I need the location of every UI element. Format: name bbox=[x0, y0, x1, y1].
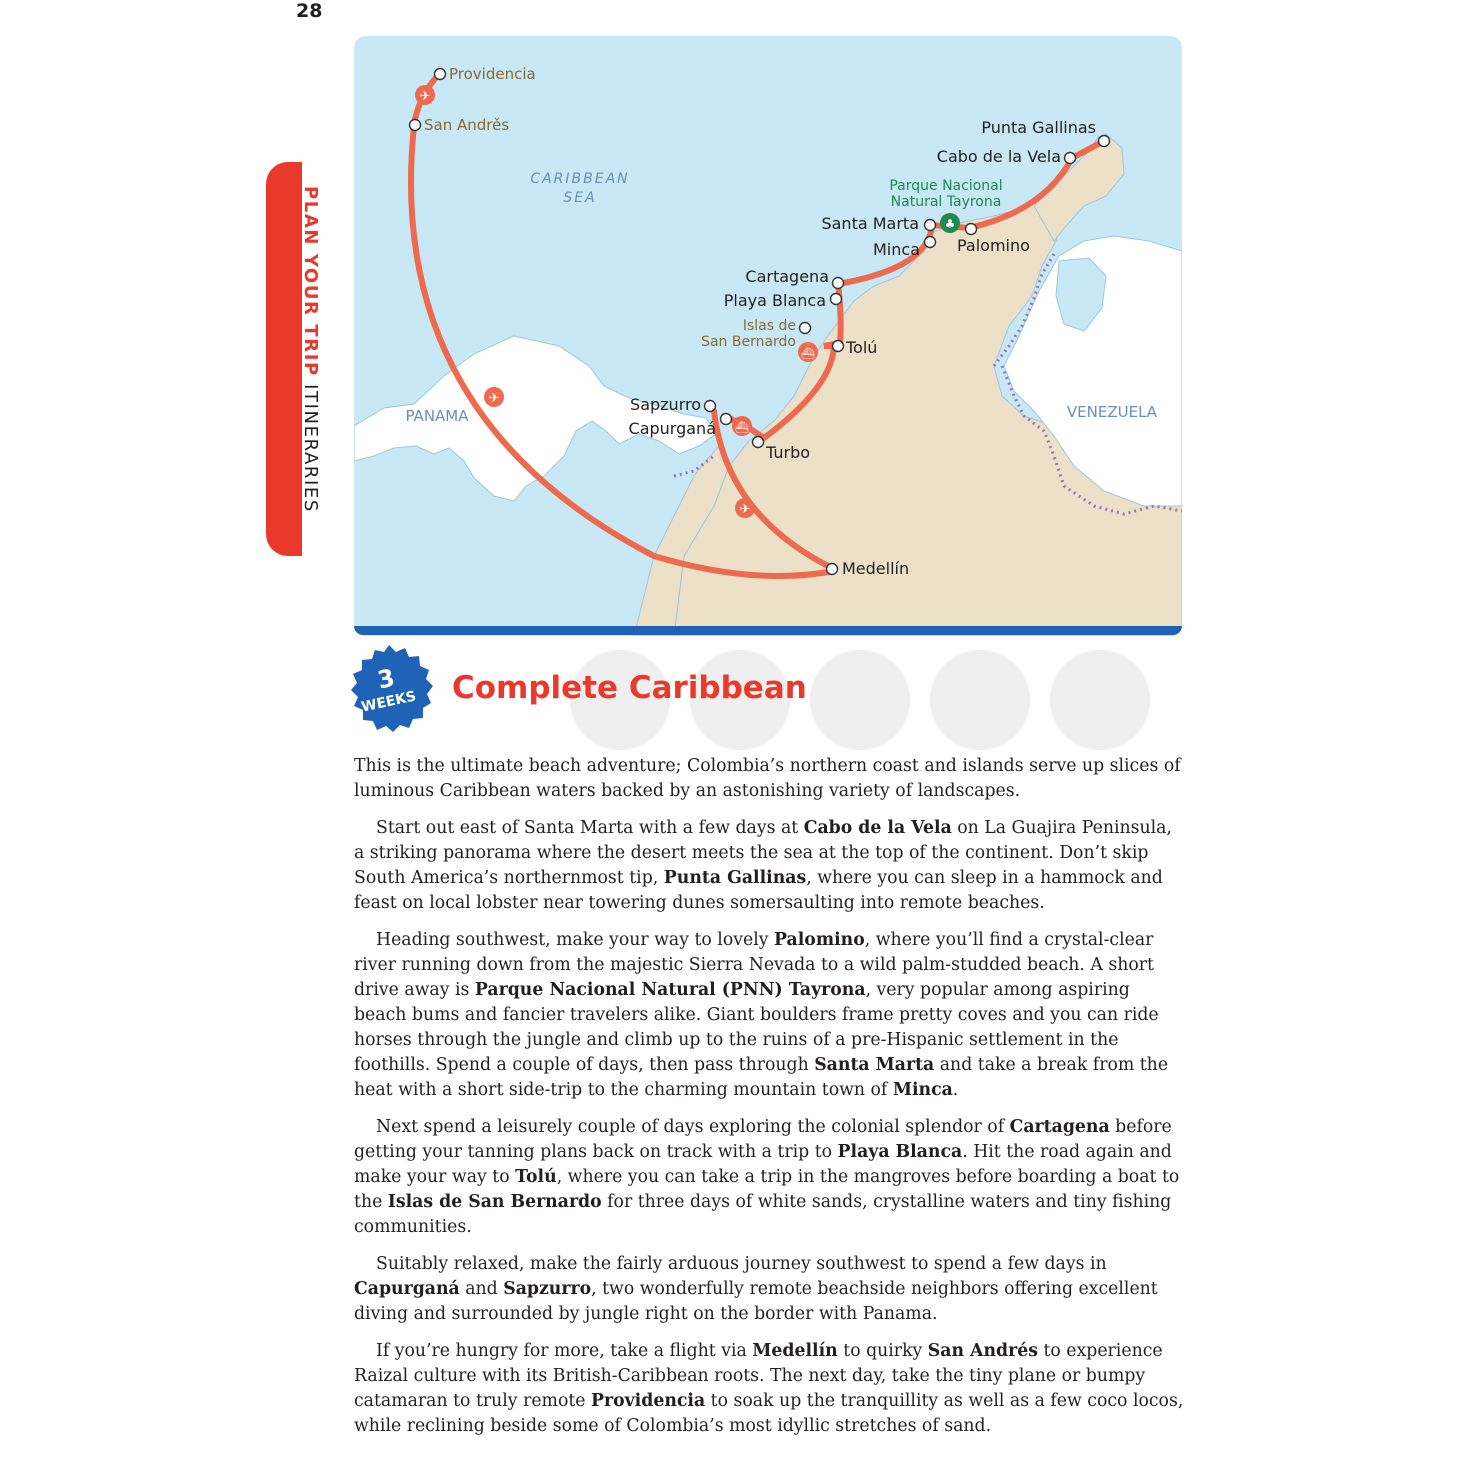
waypoint-santa-marta bbox=[925, 220, 936, 231]
waypoint-punta-gallinas bbox=[1099, 136, 1110, 147]
svg-text:⛴: ⛴ bbox=[801, 347, 815, 360]
sea-label-line2: SEA bbox=[563, 190, 597, 206]
waypoint-playa-blanca bbox=[831, 294, 842, 305]
text-run: , where you can take a trip in the mangroves before boarding a boat to the bbox=[354, 1167, 1180, 1212]
waypoint-medellin bbox=[827, 564, 838, 575]
place-highlight: Sapzurro bbox=[503, 1279, 592, 1299]
itinerary-heading: Complete Caribbean bbox=[452, 670, 807, 706]
waypoint-palomino bbox=[966, 224, 977, 235]
waypoint-islas-de-san-bernardo bbox=[800, 323, 811, 334]
place-highlight: Parque Nacional Natural (PNN) Tayrona bbox=[474, 980, 866, 1000]
place-highlight: Capurganá bbox=[354, 1279, 460, 1299]
text-run: to quirky bbox=[837, 1341, 928, 1361]
text-run: , where you can sleep in a hammock and feast on local lobster near towering dunes somersaulting into remote beaches. bbox=[354, 868, 1163, 913]
place-label-playa-blanca: Playa Blanca bbox=[723, 291, 826, 310]
place-label-punta-gallinas: Punta Gallinas bbox=[981, 118, 1096, 137]
waypoint-providencia bbox=[435, 69, 446, 80]
text-run: , two wonderfully remote beachside neighbors offering excellent diving and surrounded by jungle right on the border with Panama. bbox=[354, 1279, 1158, 1324]
place-highlight: Punta Gallinas bbox=[663, 868, 807, 888]
itinerary-body bbox=[354, 754, 1184, 1451]
place-label-capurgana: Capurganá bbox=[628, 419, 716, 438]
section-label bbox=[300, 186, 321, 513]
waypoint-capurgana bbox=[721, 414, 732, 425]
text-run: Start out east of Santa Marta with a few days at bbox=[376, 818, 804, 838]
svg-text:✈: ✈ bbox=[419, 89, 431, 104]
waypoint-minca bbox=[925, 237, 936, 248]
svg-text:⛴: ⛴ bbox=[735, 421, 749, 434]
paragraph-intro: This is the ultimate beach adventure; Colombia’s northern coast and islands serve up slices of luminous Caribbean waters backed by an astonishing variety of landscapes. bbox=[354, 756, 1181, 801]
duration-badge bbox=[343, 643, 435, 735]
waypoint-cabo-de-la-vela bbox=[1065, 153, 1076, 164]
badge-unit: WEEKS bbox=[359, 688, 418, 716]
plane-icon bbox=[484, 387, 504, 407]
svg-text:✈: ✈ bbox=[739, 502, 751, 517]
country-label-venezuela: VENEZUELA bbox=[1066, 403, 1158, 421]
text-run: Heading southwest, make your way to lovely bbox=[376, 930, 775, 950]
place-highlight: Palomino bbox=[774, 930, 865, 950]
place-highlight: Medellín bbox=[752, 1341, 838, 1361]
place-highlight: Santa Marta bbox=[814, 1055, 935, 1075]
text-run: , where you’ll find a crystal-clear river running down from the majestic Sierra Nevada to a wild palm-studded beach. A short drive away is bbox=[354, 930, 1154, 1000]
place-highlight: Islas de San Bernardo bbox=[387, 1192, 602, 1212]
plane-icon bbox=[415, 85, 435, 105]
route-map bbox=[354, 36, 1182, 636]
waypoint-sapzurro bbox=[705, 401, 716, 412]
sea-label-line1: CARIBBEAN bbox=[530, 171, 630, 187]
subsection-title: ITINERARIES bbox=[300, 384, 321, 513]
place-label-palomino: Palomino bbox=[957, 236, 1030, 255]
park-label-line2: Natural Tayrona bbox=[890, 194, 1002, 210]
text-run: . bbox=[952, 1080, 959, 1100]
place-label-cartagena: Cartagena bbox=[745, 267, 829, 286]
place-label-san-andres: San Andrěs bbox=[424, 116, 510, 134]
badge-number: 3 bbox=[375, 663, 398, 695]
place-highlight: Tolú bbox=[515, 1167, 557, 1187]
text-run: before getting your tanning plans back on track with a trip to bbox=[354, 1117, 1172, 1162]
text-run: . Hit the road again and make your way to bbox=[354, 1142, 1172, 1187]
country-label-panama: PANAMA bbox=[405, 407, 469, 425]
paragraph-cartagena bbox=[354, 1115, 1184, 1240]
text-run: for three days of white sands, crystalline waters and tiny fishing communities. bbox=[354, 1192, 1172, 1237]
place-label-tolu: Tolú bbox=[846, 338, 878, 357]
paragraph-islands bbox=[354, 1339, 1184, 1439]
text-run: If you’re hungry for more, take a flight via bbox=[376, 1341, 753, 1361]
place-label-turbo: Turbo bbox=[766, 443, 811, 462]
place-label-minca: Minca bbox=[873, 240, 920, 259]
svg-text:♣: ♣ bbox=[944, 217, 956, 231]
islands-label-line2: San Bernardo bbox=[701, 334, 796, 350]
tree-icon bbox=[940, 213, 960, 233]
place-highlight: Minca bbox=[892, 1080, 953, 1100]
waypoint-cartagena bbox=[833, 278, 844, 289]
islands-label-line1: Islas de bbox=[742, 318, 796, 334]
text-run: Next spend a leisurely couple of days exploring the colonial splendor of bbox=[376, 1117, 1010, 1137]
text-run: and take a break from the heat with a short side-trip to the charming mountain town of bbox=[354, 1055, 1169, 1100]
waypoint-turbo bbox=[753, 437, 764, 448]
text-run: , very popular among aspiring beach bums and fancier travelers alike. Giant boulders frame pretty coves and you can ride horses through the jungle and climb up to the ruins of a pre-Hispanic settlement in the foothills. Spend a couple of days, then pass through bbox=[354, 980, 1159, 1075]
text-run: Suitably relaxed, make the fairly arduous journey southwest to spend a few days in bbox=[376, 1254, 1107, 1274]
place-label-cabo-de-la-vela: Cabo de la Vela bbox=[936, 147, 1061, 166]
park-label-line1: Parque Nacional bbox=[889, 178, 1003, 194]
boat-icon bbox=[798, 342, 818, 362]
text-run: on La Guajira Peninsula, a striking panorama where the desert meets the sea at the top of the continent. Don’t skip South America’s northernmost tip, bbox=[354, 818, 1172, 888]
map-svg bbox=[354, 36, 1182, 636]
page-number: 28 bbox=[296, 0, 323, 22]
paragraph-capurgana bbox=[354, 1252, 1184, 1327]
place-highlight: Providencia bbox=[591, 1391, 706, 1411]
text-run: to soak up the tranquillity as well as a few coco locos, while reclining beside some of Colombia’s most idyllic stretches of sand. bbox=[354, 1391, 1184, 1436]
paragraph-tayrona bbox=[354, 928, 1184, 1103]
text-run: and bbox=[459, 1279, 504, 1299]
place-label-sapzurro: Sapzurro bbox=[630, 395, 701, 414]
section-tab bbox=[266, 162, 302, 556]
waypoint-san-andres bbox=[410, 120, 421, 131]
place-label-santa-marta: Santa Marta bbox=[821, 214, 919, 233]
place-label-medellin: Medellín bbox=[842, 559, 910, 578]
boat-icon bbox=[732, 416, 752, 436]
map-bottom-bar bbox=[354, 626, 1182, 635]
place-highlight: Cabo de la Vela bbox=[803, 818, 952, 838]
place-highlight: San Andrés bbox=[927, 1341, 1038, 1361]
place-label-providencia: Providencia bbox=[449, 65, 536, 83]
svg-text:✈: ✈ bbox=[488, 391, 500, 406]
text-run: to experience Raizal culture with its British-Caribbean roots. The next day, take the tiny plane or bumpy catamaran to truly remote bbox=[354, 1341, 1163, 1411]
paragraph-guajira bbox=[354, 816, 1184, 916]
section-title: PLAN YOUR TRIP bbox=[300, 186, 321, 377]
plane-icon bbox=[735, 498, 755, 518]
place-highlight: Cartagena bbox=[1009, 1117, 1110, 1137]
place-highlight: Playa Blanca bbox=[837, 1142, 963, 1162]
waypoint-tolu bbox=[833, 341, 844, 352]
